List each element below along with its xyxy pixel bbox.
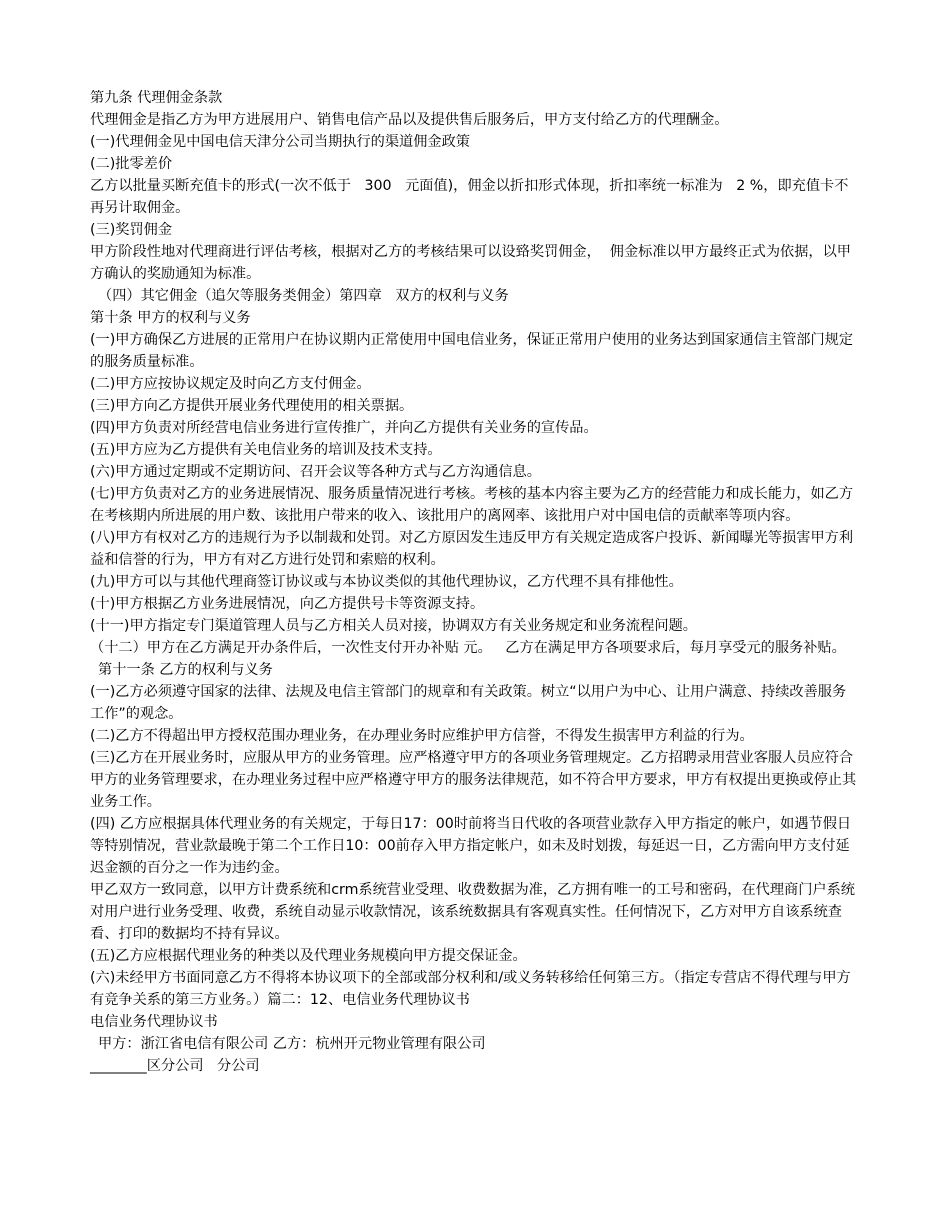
- paragraph: ________区分公司 分公司: [90, 1058, 260, 1074]
- paragraph: 第十条 甲方的权利与义务: [90, 310, 251, 326]
- paragraph: 第十一条 乙方的权利与义务: [98, 662, 273, 678]
- paragraph: (六)未经甲方书面同意乙方不得将本协议项下的全部或部分权利和/或义务转移给任何第三方。（指定专营店不得代理与甲方有竞争关系的第三方业务。）篇二：12、电信业务代理协议书: [90, 970, 851, 1008]
- paragraph: (十一)甲方指定专门渠道管理人员与乙方相关人员对接，协调双方有关业务规定和业务流程问题。: [90, 618, 697, 634]
- paragraph: （四）其它佣金（追欠等服务类佣金）第四章 双方的权利与义务: [98, 288, 509, 304]
- paragraph: (五)乙方应根据代理业务的种类以及代理业务规模向甲方提交保证金。: [90, 948, 527, 964]
- document-body: [90, 87, 860, 1077]
- paragraph: 甲乙双方一致同意，以甲方计费系统和crm系统营业受理、收费数据为准，乙方拥有唯一的工号和密码，在代理商门户系统对用户进行业务受理、收费，系统自动显示收款情况，该系统数据具有客观真实性。任何情况下，乙方对甲方自该系统查看、打印的数据均不持有异议。: [90, 882, 855, 942]
- paragraph: 电信业务代理协议书: [90, 1014, 218, 1030]
- paragraph: (二)甲方应按协议规定及时向乙方支付佣金。: [90, 376, 371, 392]
- paragraph: （十二）甲方在乙方满足开办条件后，一次性支付开办补贴 元。 乙方在满足甲方各项要求后，每月享受元的服务补贴。: [90, 640, 846, 656]
- paragraph: (十)甲方根据乙方业务进展情况，向乙方提供号卡等资源支持。: [90, 596, 485, 612]
- paragraph: (七)甲方负责对乙方的业务进展情况、服务质量情况进行考核。考核的基本内容主要为乙方的经营能力和成长能力，如乙方在考核期内所进展的用户数、该批用户带来的收入、该批用户的离网率、该批用户对中国电信的贡献率等项内容。: [90, 486, 854, 524]
- paragraph: (四)甲方负责对所经营电信业务进行宣传推广，并向乙方提供有关业务的宣传品。: [90, 420, 598, 436]
- paragraph: (三)乙方在开展业务时，应服从甲方的业务管理。应严格遵守甲方的各项业务管理规定。乙方招聘录用营业客服人员应符合甲方的业务管理要求，在办理业务过程中应严格遵守甲方的服务法律规范，如不符合甲方要求，甲方有权提出更换或停止其业务工作。: [90, 750, 857, 810]
- paragraph: (六)甲方通过定期或不定期访问、召开会议等各种方式与乙方沟通信息。: [90, 464, 541, 480]
- paragraph: (九)甲方可以与其他代理商签订协议或与本协议类似的其他代理协议，乙方代理不具有排他性。: [90, 574, 683, 590]
- paragraph: (一)乙方必须遵守国家的法律、法规及电信主管部门的规章和有关政策。树立“以用户为中心、让用户满意、持续改善服务工作”的观念。: [90, 684, 847, 722]
- paragraph: (一)甲方确保乙方进展的正常用户在协议期内正常使用中国电信业务，保证正常用户使用的业务达到国家通信主管部门规定的服务质量标准。: [90, 332, 854, 370]
- paragraph: 甲方阶段性地对代理商进行评估考核，根据对乙方的考核结果可以设臵奖罚佣金， 佣金标准以甲方最终正式为依据，以甲方确认的奖励通知为标准。: [90, 244, 851, 282]
- paragraph: (三)甲方向乙方提供开展业务代理使用的相关票据。: [90, 398, 414, 414]
- paragraph: 第九条 代理佣金条款: [90, 90, 223, 106]
- paragraph: (八)甲方有权对乙方的违规行为予以制裁和处罚。对乙方原因发生违反甲方有关规定造成客户投诉、新闻曝光等损害甲方利益和信誉的行为，甲方有对乙方进行处罚和索赔的权利。: [90, 530, 854, 568]
- paragraph: 代理佣金是指乙方为甲方进展用户、销售电信产品以及提供售后服务后，甲方支付给乙方的代理酬金。: [90, 112, 729, 128]
- paragraph: (五)甲方应为乙方提供有关电信业务的培训及技术支持。: [90, 442, 442, 458]
- paragraph: 甲方：浙江省电信有限公司 乙方：杭州开元物业管理有限公司: [98, 1036, 486, 1052]
- paragraph: (三)奖罚佣金: [90, 222, 173, 238]
- paragraph: (一)代理佣金见中国电信天津分公司当期执行的渠道佣金政策: [90, 134, 470, 150]
- paragraph: 乙方以批量买断充值卡的形式(一次不低于 300 元面值)，佣金以折扣形式体现，折扣率统一标准为 2 %，即充值卡不再另计取佣金。: [90, 178, 849, 216]
- paragraph: (二)批零差价: [90, 156, 173, 172]
- paragraph: (四) 乙方应根据具体代理业务的有关规定，于每日17：00时前将当日代收的各项营业款存入甲方指定的帐户，如遇节假日等特别情况，营业款最晚于第二个工作日10：00前存入甲方指定帐户，如未及时划拨，每延迟一日，乙方需向甲方支付延迟金额的百分之一作为违约金。: [90, 816, 852, 876]
- paragraph: (二)乙方不得超出甲方授权范围办理业务，在办理业务时应维护甲方信誉，不得发生损害甲方利益的行为。: [90, 728, 754, 744]
